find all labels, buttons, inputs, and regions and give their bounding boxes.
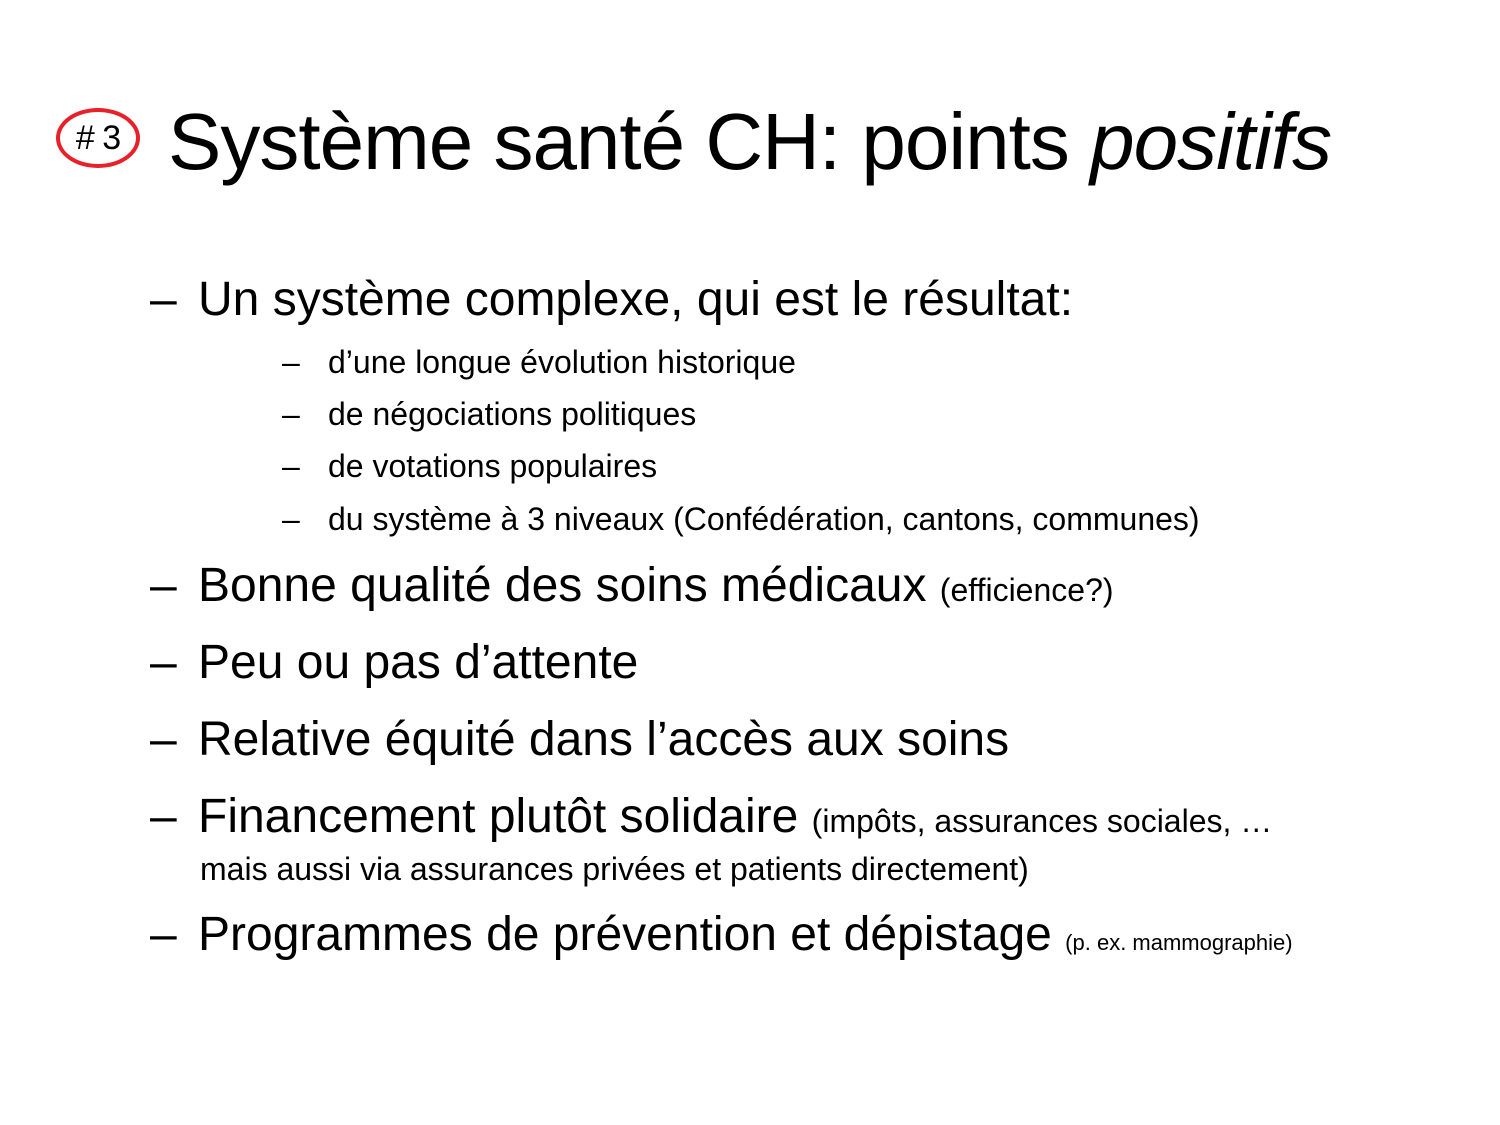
list-item-text: Relative équité dans l’accès aux soins [198, 713, 1010, 766]
slide-title [168, 96, 1331, 188]
list-item [150, 712, 1009, 768]
dash: – [282, 501, 300, 537]
dash: – [150, 273, 177, 326]
list-item-text: Un système complexe, qui est le résultat: [198, 273, 1074, 326]
title-emphasis: positifs [1090, 97, 1332, 186]
sub-list-item-text: du système à 3 niveaux (Confédération, cantons, communes) [328, 501, 1200, 537]
number-badge-icon [56, 108, 140, 168]
sub-list-item [282, 394, 696, 434]
list-item-continuation: mais aussi via assurances privées et patients directement) [200, 851, 1029, 887]
sub-list-item [282, 499, 1200, 539]
dash: – [150, 790, 177, 843]
sub-list-item [282, 446, 657, 486]
list-item-text: Peu ou pas d’attente [198, 636, 639, 689]
dash: – [282, 344, 300, 380]
list-item [150, 907, 1293, 971]
dash: – [150, 559, 177, 612]
badge-label: # 3 [75, 119, 121, 157]
list-item [150, 558, 1114, 618]
dash: – [282, 396, 300, 432]
dash: – [150, 908, 177, 961]
list-item-text: Financement plutôt solidaire [198, 790, 812, 843]
dash: – [282, 448, 300, 484]
sub-list-item-text: de votations populaires [328, 448, 658, 484]
dash: – [150, 713, 177, 766]
sub-list-item-text: d’une longue évolution historique [328, 344, 796, 380]
list-item [150, 635, 638, 691]
list-item-text: Bonne qualité des soins médicaux [198, 559, 940, 612]
sub-list-item [282, 342, 796, 382]
sub-list-item-text: de négociations politiques [328, 396, 697, 432]
list-item-note: (impôts, assurances sociales, … [811, 803, 1273, 839]
list-item [150, 272, 1073, 328]
list-item-note: (p. ex. mammographie) [1065, 930, 1293, 955]
dash: – [150, 636, 177, 689]
list-item-note: (efficience?) [939, 572, 1114, 608]
list-item [150, 789, 1272, 849]
title-main: Système santé CH: points [168, 97, 1091, 186]
list-item-text: Programmes de prévention et dépistage [198, 908, 1066, 961]
